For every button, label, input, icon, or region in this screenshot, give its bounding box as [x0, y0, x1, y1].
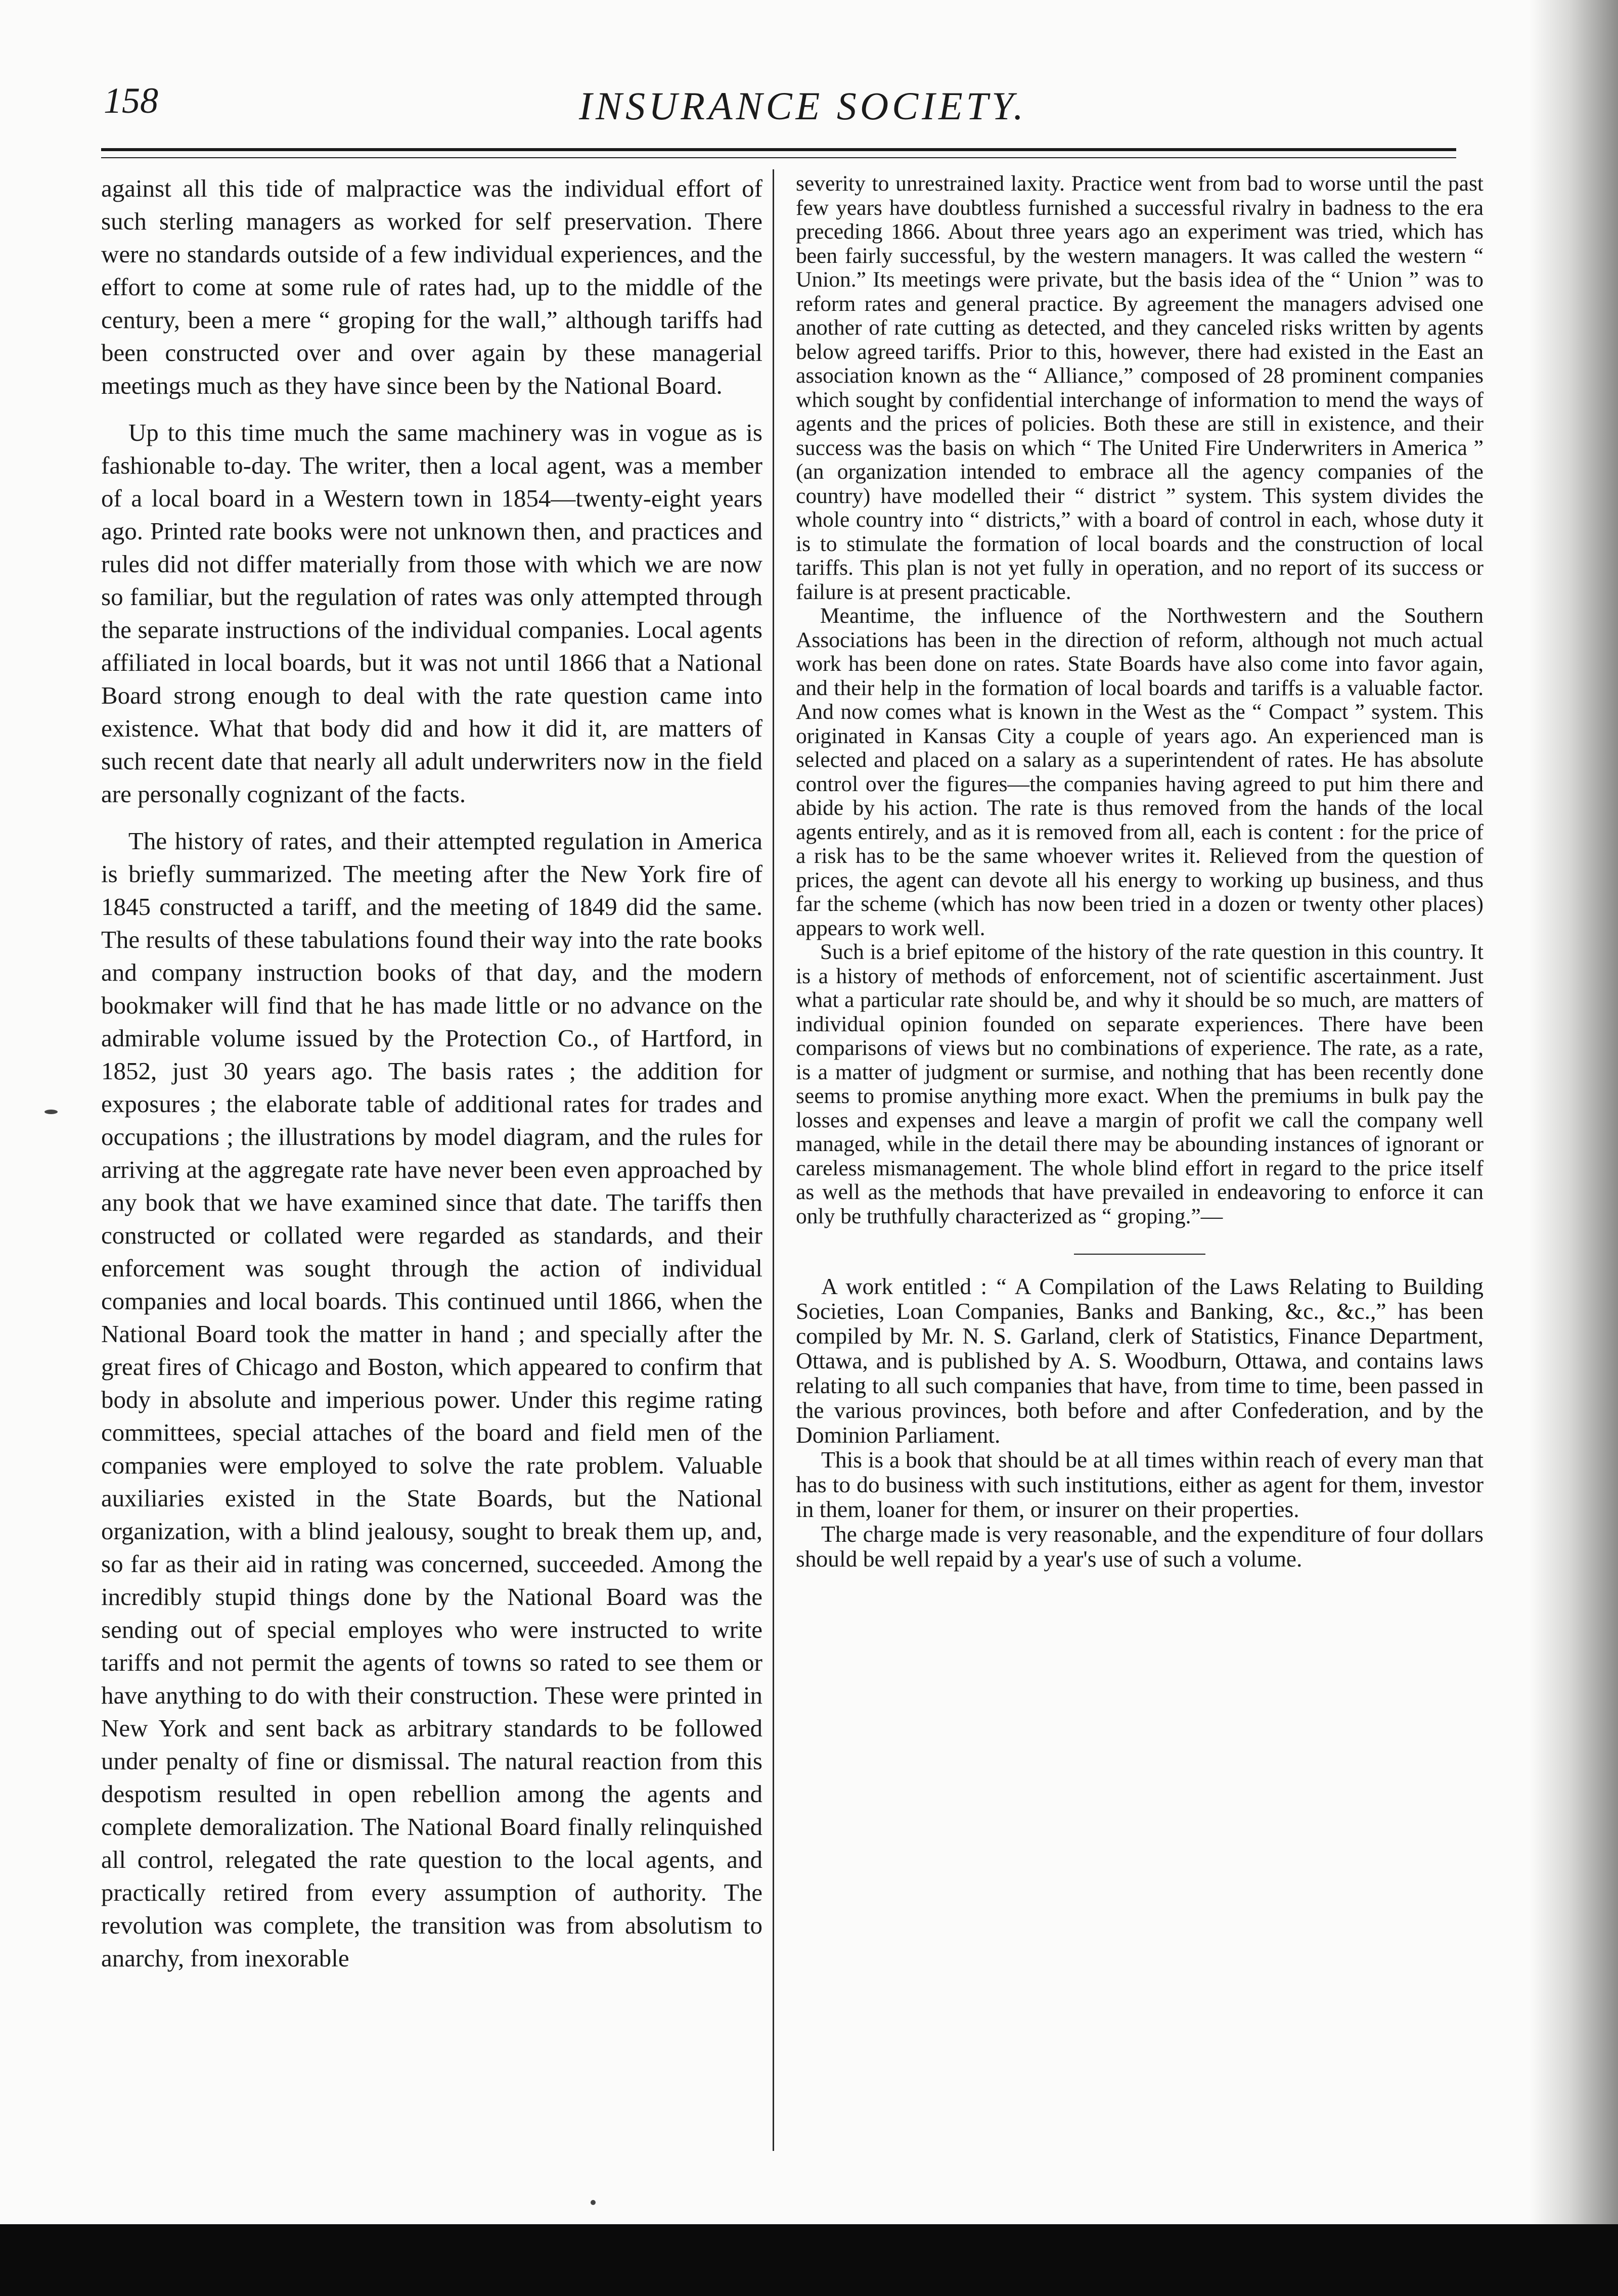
- header-rule-thick: [101, 148, 1456, 151]
- page-edge-shadow: [1530, 0, 1618, 2296]
- book-notice: [796, 1274, 1484, 1571]
- header-rule-thin: [101, 157, 1456, 158]
- right-paragraph-3: Such is a brief epitome of the history of the rate question in this country. It is a history of methods of enforcement, not of scientific ascertainment. Just what a particular rate should be, and why it should be so much, are matters of individual opinion founded on separate experiences. There have been comparisons of views but no combinations of experience. The rate, as a rate, is a matter of judgment or surmise, and nothing that has been recently done seems to promise anything more exact. When the premiums in bulk pay the losses and expenses and leave a margin of profit we call the company well managed, while in the detail there may be abounding instances of ignorant or careless mismanagement. The whole blind effort in regard to the price itself as well as the methods that have prevailed in endeavoring to enforce it can only be truthfully characterized as “ groping.”—: [796, 940, 1484, 1228]
- scan-bottom-border: [0, 2224, 1618, 2296]
- left-column: [101, 172, 762, 1974]
- left-paragraph-3: The history of rates, and their attempted regulation in America is briefly summarized. The meeting after the New York fire of 1845 constructed a tariff, and the meeting of 1849 did the same. The results of these tabulations found their way into the rate books and company instruction books of that day, and the modern bookmaker will find that he has made little or no advance on the admirable volume issued by the Protection Co., of Hartford, in 1852, just 30 years ago. The basis rates ; the addition for exposures ; the elaborate table of additional rates for trades and occupations ; the illustrations by model diagram, and the rules for arriving at the aggregate rate have never been even approached by any book that we have examined since that date. The tariffs then constructed or collated were regarded as standards, and their enforcement was sought through the action of individual companies and local boards. This continued until 1866, when the National Board took the matter in hand ; and specially after the great fires of Chicago and Boston, which appeared to confirm that body in absolute and imperious power. Under this regime rating committees, special attaches of the board and field men of the companies were employed to solve the rate problem. Valuable auxiliaries existed in the State Boards, but the National organization, with a blind jealousy, sought to break them up, and, so far as their aid in rating was concerned, succeeded. Among the incredibly stupid things done by the National Board was the sending out of special employes who were instructed to write tariffs and not permit the agents of towns so rated to see them or have anything to do with their construction. These were printed in New York and sent back as arbitrary standards to be followed under penalty of fine or dismissal. The natural reaction from this despotism resulted in open rebellion among the agents and complete demoralization. The National Board finally relinquished all control, relegated the rate question to the local agents, and practically retired from every assumption of authority. The revolution was complete, the transition was from absolutism to anarchy, from inexorable: [101, 827, 762, 1972]
- column-divider: [773, 169, 774, 2151]
- notice-paragraph-3: The charge made is very reasonable, and the expenditure of four dollars should be well repaid by a year's use of such a volume.: [796, 1521, 1484, 1572]
- right-paragraph-2: Meantime, the influence of the Northwestern and the Southern Associations has been in the direction of reform, although not much actual work has been done on rates. State Boards have also come into favor again, and their help in the formation of local boards and tariffs is a valuable factor. And now comes what is known in the West as the “ Compact ” system. This originated in Kansas City a couple of years ago. An experienced man is selected and placed on a salary as a superintendent of rates. He has absolute control over the figures—the companies having agreed to put him there and abide by his action. The rate is thus removed from the hands of the local agents entirely, and as it is removed from all, each is content : for the price of a risk has to be the same whoever writes it. Relieved from the question of prices, the agent can devote all his energy to working up business, and thus far the scheme (which has now been tried in a dozen or twenty other places) appears to work well.: [796, 604, 1484, 940]
- notice-paragraph-1: A work entitled : “ A Compilation of the Laws Relating to Building Societies, Loan Companies, Banks and Banking, &c., &c.,” has been compiled by Mr. N. S. Garland, clerk of Statistics, Finance Department, Ottawa, and is published by A. S. Woodburn, Ottawa, and contains laws relating to all such companies that have, from time to time, been passed in the various provinces, both before and after Confederation, and by the Dominion Parliament.: [796, 1273, 1484, 1448]
- ink-speck: [44, 1110, 58, 1114]
- section-separator: [1074, 1254, 1205, 1255]
- ink-speck: [591, 2200, 596, 2205]
- left-paragraph-1: against all this tide of malpractice was the individual effort of such sterling managers as worked for self preservation. There were no standards outside of a few individual experiences, and the effort to come at some rule of rates had, up to the middle of the century, been a mere “ groping for the wall,” although tariffs had been constructed over and over again by these managerial meetings much as they have since been by the National Board.: [101, 174, 762, 399]
- right-column: [796, 172, 1484, 1571]
- notice-paragraph-2: This is a book that should be at all times within reach of every man that has to do business with such institutions, either as agent for them, investor in them, loaner for them, or insurer on their properties.: [796, 1447, 1484, 1522]
- left-paragraph-2: Up to this time much the same machinery was in vogue as is fashionable to-day. The writer, then a local agent, was a member of a local board in a Western town in 1854—twenty-eight years ago. Printed rate books were not unknown then, and practices and rules did not differ materially from those with which we are now so familiar, but the regulation of rates was only attempted through the separate instructions of the individual companies. Local agents affiliated in local boards, but it was not until 1866 that a National Board strong enough to deal with the rate question came into existence. What that body did and how it did it, are matters of such recent date that nearly all adult underwriters now in the field are personally cognizant of the facts.: [101, 419, 762, 808]
- right-paragraph-1: severity to unrestrained laxity. Practice went from bad to worse until the past few years have doubtless furnished a successful rivalry in badness to the era preceding 1866. About three years ago an experiment was tried, which has been fairly successful, by the western managers. It was called the western “ Union.” Its meetings were private, but the basis idea of the “ Union ” was to reform rates and general practice. By agreement the managers advised one another of rate cutting as detected, and they canceled risks written by agents below agreed tariffs. Prior to this, however, there had existed in the East an association known as the “ Alliance,” composed of 28 prominent companies which sought by confidential interchange of information to mend the ways of agents and the prices of policies. Both these are still in existence, and their success was the basis on which “ The United Fire Underwriters in America ” (an organization intended to embrace all the agency companies of the country) have modelled their “ district ” system. This system divides the whole country into “ districts,” with a board of control in each, whose duty it is to stimulate the formation of local boards and the construction of local tariffs. This plan is not yet fully in operation, and no report of its success or failure is at present practicable.: [796, 171, 1484, 604]
- page-number: 158: [104, 80, 158, 121]
- running-title: INSURANCE SOCIETY.: [579, 84, 1027, 128]
